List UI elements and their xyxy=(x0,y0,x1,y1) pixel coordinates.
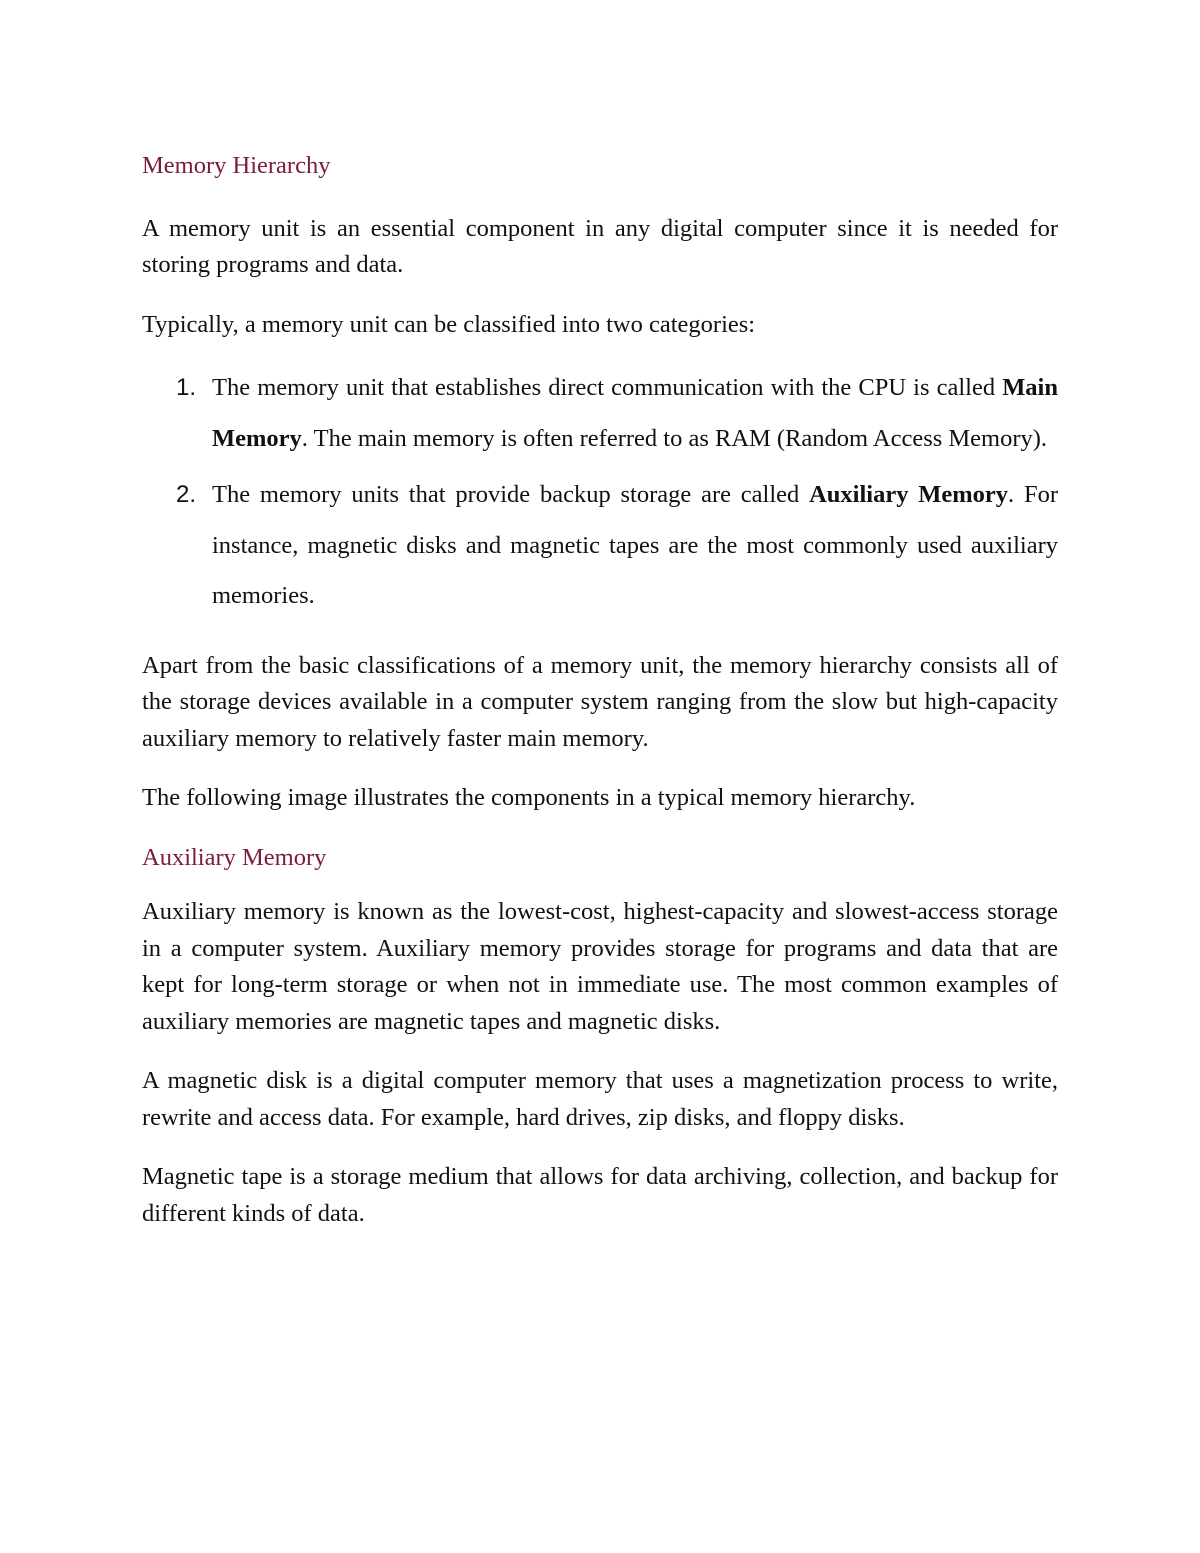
list-text: The memory units that provide backup storage are called xyxy=(212,481,810,508)
paragraph-categories: Typically, a memory unit can be classified into two categories: xyxy=(142,310,756,338)
paragraph-magnetic-tape: Magnetic tape is a storage medium that allows for data archiving, collection, and backup for different kinds of data. xyxy=(142,1163,1058,1227)
list-number: 1. xyxy=(176,374,197,401)
list-item-main-memory xyxy=(142,363,1058,464)
list-text: The memory unit that establishes direct communication with the CPU is called xyxy=(212,374,1003,401)
paragraph-intro: A memory unit is an essential component in any digital computer since it is needed for storing programs and data. xyxy=(142,214,1058,278)
paragraph-auxiliary-definition: Auxiliary memory is known as the lowest-cost, highest-capacity and slowest-access storage in a computer system. Auxiliary memory provides storage for programs and data that are kept for long-term storage or when not in immediate use. The most common examples of auxiliary memories are magnetic tapes and magnetic disks. xyxy=(142,898,1058,1035)
bold-term-main-memory: Main Memory xyxy=(212,374,1058,452)
paragraph-apart: Apart from the basic classifications of a memory unit, the memory hierarchy consists all of the storage devices available in a computer system ranging from the slow but high-capacity auxiliary memory to relatively faster main memory. xyxy=(142,651,1058,752)
list-text: . The main memory is often referred to as RAM (Random Access Memory). xyxy=(301,424,1048,452)
heading-auxiliary-memory: Auxiliary Memory xyxy=(142,843,327,871)
document-page xyxy=(142,148,1058,1255)
list-text: . For instance, magnetic disks and magnetic tapes are the most commonly used auxiliary memories. xyxy=(212,481,1058,609)
categories-list xyxy=(142,363,1058,622)
paragraph-following-image: The following image illustrates the components in a typical memory hierarchy. xyxy=(142,784,916,811)
list-item-auxiliary-memory xyxy=(142,470,1058,622)
list-number: 2. xyxy=(176,481,197,508)
heading-memory-hierarchy: Memory Hierarchy xyxy=(142,152,331,179)
paragraph-magnetic-disk: A magnetic disk is a digital computer memory that uses a magnetization process to write, rewrite and access data. For example, hard drives, zip disks, and floppy disks. xyxy=(142,1067,1058,1131)
bold-term-auxiliary-memory: Auxiliary Memory xyxy=(809,481,1009,508)
